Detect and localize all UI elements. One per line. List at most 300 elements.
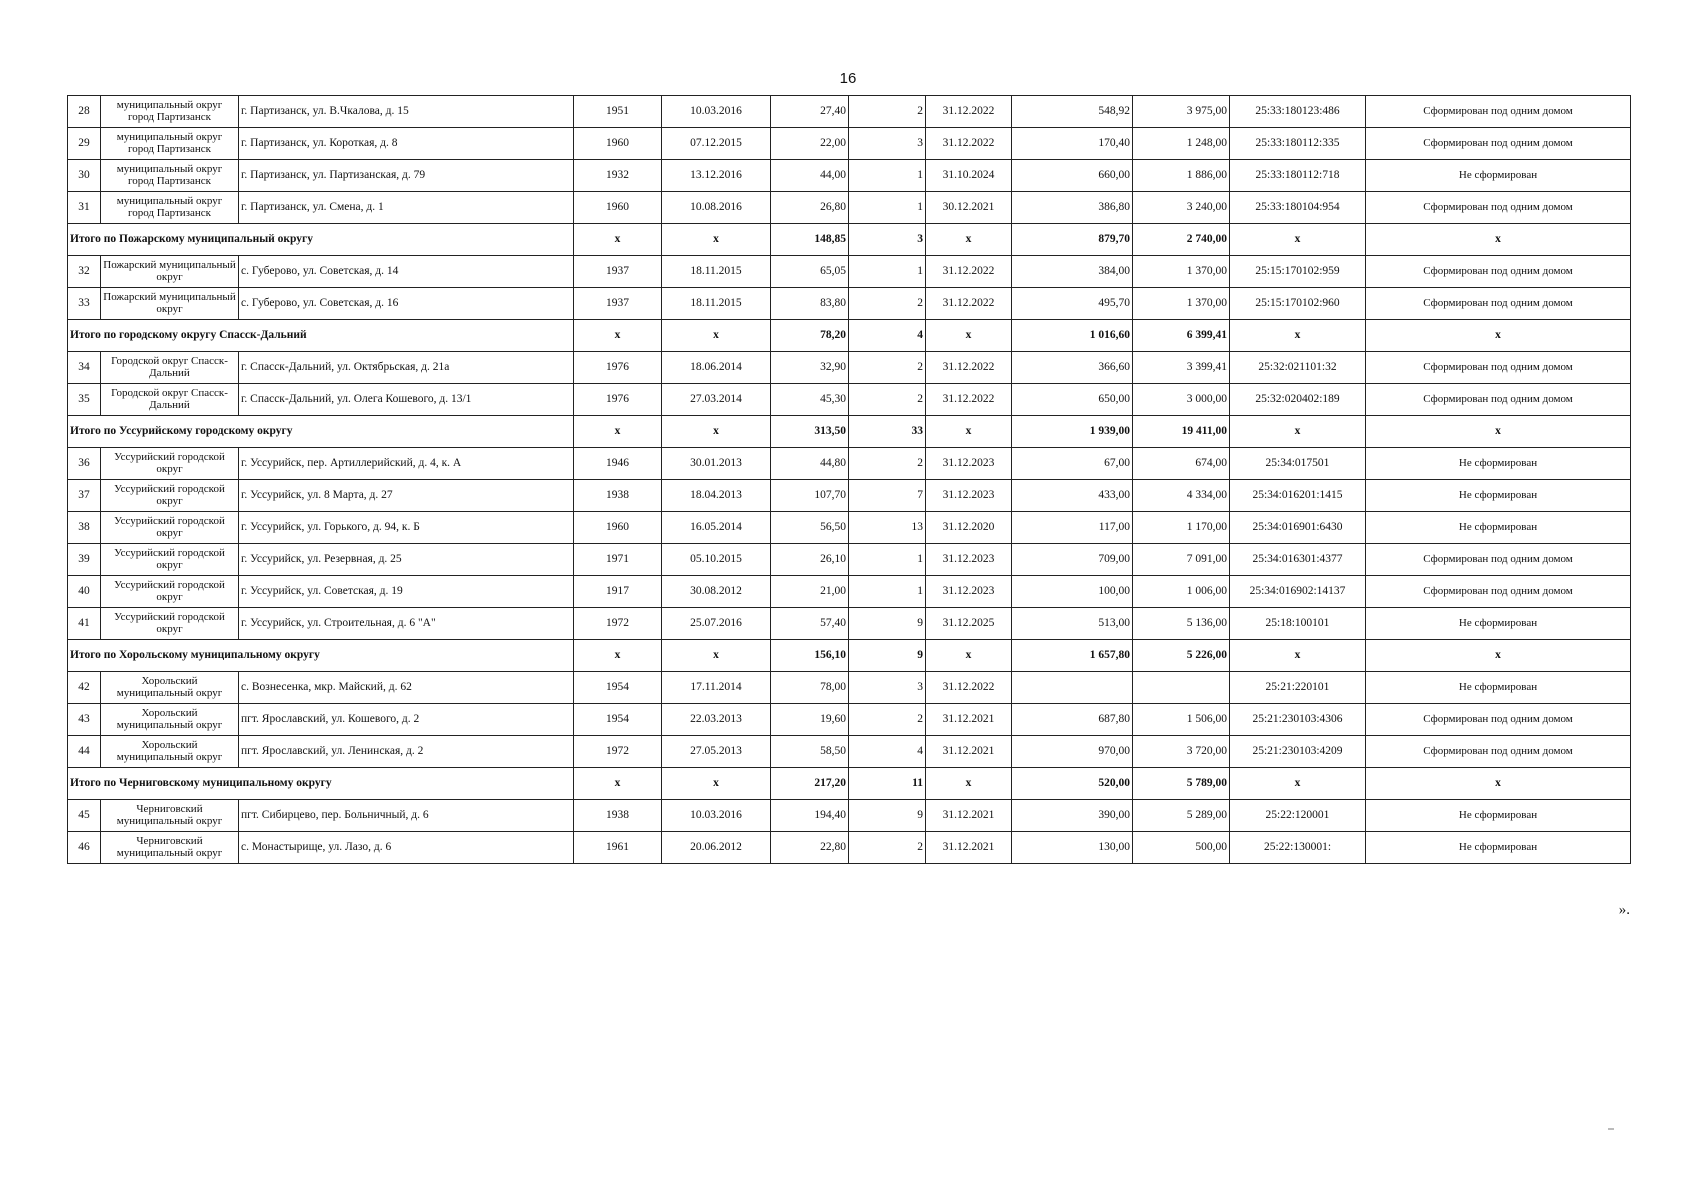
- table-row: [68, 352, 1631, 384]
- cadastral-number-cell: 25:34:017501: [1230, 448, 1366, 480]
- address-cell: г. Партизанск, ул. В.Чкалова, д. 15: [239, 96, 574, 128]
- scan-speck: [1608, 1128, 1614, 1130]
- resettlement-deadline-cell: x: [926, 768, 1012, 800]
- residents-count-cell: 33: [849, 416, 926, 448]
- recognition-date-cell: 18.11.2015: [662, 288, 771, 320]
- resettlement-deadline-cell: 30.12.2021: [926, 192, 1012, 224]
- residents-count-cell: 13: [849, 512, 926, 544]
- land-plot-status-cell: Не сформирован: [1366, 512, 1631, 544]
- land-plot-status-cell: Не сформирован: [1366, 160, 1631, 192]
- amount-cell: 1 657,80: [1012, 640, 1133, 672]
- recognition-date-cell: 07.12.2015: [662, 128, 771, 160]
- row-number: 45: [68, 800, 101, 832]
- land-plot-status-cell: Сформирован под одним домом: [1366, 256, 1631, 288]
- recognition-date-cell: 17.11.2014: [662, 672, 771, 704]
- municipality-cell: Уссурийский городской округ: [101, 448, 239, 480]
- resettlement-deadline-cell: 31.12.2021: [926, 832, 1012, 864]
- construction-year-cell: 1932: [574, 160, 662, 192]
- address-cell: пгт. Сибирцево, пер. Больничный, д. 6: [239, 800, 574, 832]
- area-cell: 32,90: [771, 352, 849, 384]
- residents-count-cell: 9: [849, 640, 926, 672]
- cadastral-number-cell: x: [1230, 224, 1366, 256]
- municipality-cell: Уссурийский городской округ: [101, 480, 239, 512]
- land-plot-status-cell: x: [1366, 224, 1631, 256]
- table-row: [68, 544, 1631, 576]
- land-plot-status-cell: Сформирован под одним домом: [1366, 96, 1631, 128]
- area-cell: 45,30: [771, 384, 849, 416]
- total-amount-cell: 3 399,41: [1133, 352, 1230, 384]
- amount-cell: 1 016,60: [1012, 320, 1133, 352]
- row-number: 44: [68, 736, 101, 768]
- subtotal-label: Итого по Пожарскому муниципальный округу: [68, 224, 574, 256]
- municipality-cell: Пожарский муниципальный округ: [101, 256, 239, 288]
- recognition-date-cell: x: [662, 768, 771, 800]
- recognition-date-cell: 25.07.2016: [662, 608, 771, 640]
- construction-year-cell: 1972: [574, 736, 662, 768]
- recognition-date-cell: 05.10.2015: [662, 544, 771, 576]
- cadastral-number-cell: 25:32:021101:32: [1230, 352, 1366, 384]
- land-plot-status-cell: Сформирован под одним домом: [1366, 544, 1631, 576]
- cadastral-number-cell: 25:32:020402:189: [1230, 384, 1366, 416]
- amount-cell: 495,70: [1012, 288, 1133, 320]
- municipality-cell: Хорольский муниципальный округ: [101, 704, 239, 736]
- resettlement-deadline-cell: 31.12.2022: [926, 672, 1012, 704]
- cadastral-number-cell: 25:34:016201:1415: [1230, 480, 1366, 512]
- amount-cell: 386,80: [1012, 192, 1133, 224]
- recognition-date-cell: 18.11.2015: [662, 256, 771, 288]
- row-number: 29: [68, 128, 101, 160]
- address-cell: г. Партизанск, ул. Короткая, д. 8: [239, 128, 574, 160]
- row-number: 42: [68, 672, 101, 704]
- cadastral-number-cell: 25:15:170102:959: [1230, 256, 1366, 288]
- row-number: 35: [68, 384, 101, 416]
- area-cell: 313,50: [771, 416, 849, 448]
- municipality-cell: муниципальный округ город Партизанск: [101, 160, 239, 192]
- address-cell: г. Уссурийск, ул. Советская, д. 19: [239, 576, 574, 608]
- area-cell: 65,05: [771, 256, 849, 288]
- amount-cell: 879,70: [1012, 224, 1133, 256]
- construction-year-cell: 1938: [574, 800, 662, 832]
- land-plot-status-cell: Сформирован под одним домом: [1366, 128, 1631, 160]
- amount-cell: 650,00: [1012, 384, 1133, 416]
- construction-year-cell: 1960: [574, 512, 662, 544]
- subtotal-row: [68, 224, 1631, 256]
- address-cell: г. Партизанск, ул. Партизанская, д. 79: [239, 160, 574, 192]
- area-cell: 26,10: [771, 544, 849, 576]
- municipality-cell: Черниговский муниципальный округ: [101, 800, 239, 832]
- area-cell: 107,70: [771, 480, 849, 512]
- area-cell: 19,60: [771, 704, 849, 736]
- area-cell: 22,00: [771, 128, 849, 160]
- area-cell: 78,00: [771, 672, 849, 704]
- residents-count-cell: 1: [849, 256, 926, 288]
- cadastral-number-cell: 25:34:016301:4377: [1230, 544, 1366, 576]
- amount-cell: 687,80: [1012, 704, 1133, 736]
- table-row: [68, 480, 1631, 512]
- cadastral-number-cell: x: [1230, 416, 1366, 448]
- cadastral-number-cell: x: [1230, 640, 1366, 672]
- area-cell: 56,50: [771, 512, 849, 544]
- amount-cell: 390,00: [1012, 800, 1133, 832]
- table-row: [68, 800, 1631, 832]
- resettlement-deadline-cell: 31.12.2020: [926, 512, 1012, 544]
- recognition-date-cell: 22.03.2013: [662, 704, 771, 736]
- address-cell: г. Уссурийск, ул. Резервная, д. 25: [239, 544, 574, 576]
- amount-cell: 384,00: [1012, 256, 1133, 288]
- address-cell: пгт. Ярославский, ул. Ленинская, д. 2: [239, 736, 574, 768]
- construction-year-cell: x: [574, 640, 662, 672]
- resettlement-deadline-cell: 31.12.2023: [926, 576, 1012, 608]
- amount-cell: 100,00: [1012, 576, 1133, 608]
- construction-year-cell: 1951: [574, 96, 662, 128]
- resettlement-deadline-cell: x: [926, 416, 1012, 448]
- total-amount-cell: 3 240,00: [1133, 192, 1230, 224]
- residents-count-cell: 3: [849, 224, 926, 256]
- resettlement-deadline-cell: x: [926, 320, 1012, 352]
- amount-cell: [1012, 672, 1133, 704]
- recognition-date-cell: 16.05.2014: [662, 512, 771, 544]
- recognition-date-cell: 18.04.2013: [662, 480, 771, 512]
- construction-year-cell: 1960: [574, 192, 662, 224]
- cadastral-number-cell: 25:21:220101: [1230, 672, 1366, 704]
- cadastral-number-cell: 25:34:016902:14137: [1230, 576, 1366, 608]
- table-row: [68, 448, 1631, 480]
- area-cell: 26,80: [771, 192, 849, 224]
- residents-count-cell: 9: [849, 608, 926, 640]
- cadastral-number-cell: 25:22:120001: [1230, 800, 1366, 832]
- construction-year-cell: 1938: [574, 480, 662, 512]
- total-amount-cell: 1 370,00: [1133, 256, 1230, 288]
- row-number: 33: [68, 288, 101, 320]
- page-number: 16: [839, 70, 857, 87]
- municipality-cell: Пожарский муниципальный округ: [101, 288, 239, 320]
- construction-year-cell: 1961: [574, 832, 662, 864]
- land-plot-status-cell: Не сформирован: [1366, 800, 1631, 832]
- resettlement-deadline-cell: 31.12.2021: [926, 800, 1012, 832]
- table-row: [68, 704, 1631, 736]
- total-amount-cell: 1 248,00: [1133, 128, 1230, 160]
- total-amount-cell: 3 000,00: [1133, 384, 1230, 416]
- land-plot-status-cell: Не сформирован: [1366, 448, 1631, 480]
- table-row: [68, 160, 1631, 192]
- subtotal-label: Итого по Хорольскому муниципальному округу: [68, 640, 574, 672]
- land-plot-status-cell: Не сформирован: [1366, 672, 1631, 704]
- resettlement-deadline-cell: 31.12.2022: [926, 128, 1012, 160]
- resettlement-deadline-cell: x: [926, 224, 1012, 256]
- construction-year-cell: 1917: [574, 576, 662, 608]
- residents-count-cell: 2: [849, 288, 926, 320]
- address-cell: пгт. Ярославский, ул. Кошевого, д. 2: [239, 704, 574, 736]
- construction-year-cell: x: [574, 224, 662, 256]
- address-cell: с. Вознесенка, мкр. Майский, д. 62: [239, 672, 574, 704]
- area-cell: 22,80: [771, 832, 849, 864]
- area-cell: 217,20: [771, 768, 849, 800]
- residents-count-cell: 3: [849, 128, 926, 160]
- municipality-cell: Черниговский муниципальный округ: [101, 832, 239, 864]
- address-cell: г. Спасск-Дальний, ул. Октябрьская, д. 21а: [239, 352, 574, 384]
- amount-cell: 1 939,00: [1012, 416, 1133, 448]
- recognition-date-cell: x: [662, 640, 771, 672]
- residents-count-cell: 1: [849, 160, 926, 192]
- total-amount-cell: 1 006,00: [1133, 576, 1230, 608]
- subtotal-row: [68, 320, 1631, 352]
- cadastral-number-cell: 25:33:180112:718: [1230, 160, 1366, 192]
- construction-year-cell: 1954: [574, 672, 662, 704]
- total-amount-cell: 7 091,00: [1133, 544, 1230, 576]
- cadastral-number-cell: 25:18:100101: [1230, 608, 1366, 640]
- total-amount-cell: 500,00: [1133, 832, 1230, 864]
- row-number: 38: [68, 512, 101, 544]
- row-number: 40: [68, 576, 101, 608]
- total-amount-cell: 5 136,00: [1133, 608, 1230, 640]
- subtotal-row: [68, 768, 1631, 800]
- land-plot-status-cell: Сформирован под одним домом: [1366, 736, 1631, 768]
- land-plot-status-cell: x: [1366, 320, 1631, 352]
- address-cell: г. Спасск-Дальний, ул. Олега Кошевого, д. 13/1: [239, 384, 574, 416]
- construction-year-cell: 1937: [574, 256, 662, 288]
- recognition-date-cell: 27.03.2014: [662, 384, 771, 416]
- amount-cell: 520,00: [1012, 768, 1133, 800]
- construction-year-cell: x: [574, 768, 662, 800]
- table-row: [68, 256, 1631, 288]
- residents-count-cell: 9: [849, 800, 926, 832]
- amount-cell: 366,60: [1012, 352, 1133, 384]
- recognition-date-cell: 30.08.2012: [662, 576, 771, 608]
- construction-year-cell: 1937: [574, 288, 662, 320]
- row-number: 28: [68, 96, 101, 128]
- address-cell: с. Губерово, ул. Советская, д. 16: [239, 288, 574, 320]
- area-cell: 57,40: [771, 608, 849, 640]
- land-plot-status-cell: Не сформирован: [1366, 608, 1631, 640]
- area-cell: 21,00: [771, 576, 849, 608]
- amount-cell: 970,00: [1012, 736, 1133, 768]
- table-row: [68, 512, 1631, 544]
- resettlement-deadline-cell: 31.12.2022: [926, 256, 1012, 288]
- total-amount-cell: 674,00: [1133, 448, 1230, 480]
- address-cell: г. Уссурийск, ул. 8 Марта, д. 27: [239, 480, 574, 512]
- area-cell: 44,00: [771, 160, 849, 192]
- land-plot-status-cell: Сформирован под одним домом: [1366, 576, 1631, 608]
- cadastral-number-cell: 25:22:130001:: [1230, 832, 1366, 864]
- housing-registry-table: [67, 95, 1631, 864]
- land-plot-status-cell: Сформирован под одним домом: [1366, 384, 1631, 416]
- total-amount-cell: 3 720,00: [1133, 736, 1230, 768]
- land-plot-status-cell: Сформирован под одним домом: [1366, 704, 1631, 736]
- land-plot-status-cell: Не сформирован: [1366, 832, 1631, 864]
- amount-cell: 130,00: [1012, 832, 1133, 864]
- construction-year-cell: 1946: [574, 448, 662, 480]
- municipality-cell: Уссурийский городской округ: [101, 544, 239, 576]
- resettlement-deadline-cell: 31.12.2025: [926, 608, 1012, 640]
- residents-count-cell: 2: [849, 448, 926, 480]
- municipality-cell: Уссурийский городской округ: [101, 576, 239, 608]
- total-amount-cell: 5 789,00: [1133, 768, 1230, 800]
- recognition-date-cell: 27.05.2013: [662, 736, 771, 768]
- construction-year-cell: x: [574, 320, 662, 352]
- construction-year-cell: 1971: [574, 544, 662, 576]
- cadastral-number-cell: 25:21:230103:4306: [1230, 704, 1366, 736]
- cadastral-number-cell: 25:33:180104:954: [1230, 192, 1366, 224]
- area-cell: 27,40: [771, 96, 849, 128]
- area-cell: 148,85: [771, 224, 849, 256]
- area-cell: 194,40: [771, 800, 849, 832]
- residents-count-cell: 2: [849, 704, 926, 736]
- table-row: [68, 608, 1631, 640]
- residents-count-cell: 2: [849, 352, 926, 384]
- row-number: 41: [68, 608, 101, 640]
- recognition-date-cell: 18.06.2014: [662, 352, 771, 384]
- recognition-date-cell: x: [662, 224, 771, 256]
- row-number: 30: [68, 160, 101, 192]
- address-cell: с. Монастырище, ул. Лазо, д. 6: [239, 832, 574, 864]
- municipality-cell: Городской округ Спасск-Дальний: [101, 352, 239, 384]
- construction-year-cell: 1960: [574, 128, 662, 160]
- cadastral-number-cell: 25:15:170102:960: [1230, 288, 1366, 320]
- table-row: [68, 192, 1631, 224]
- land-plot-status-cell: Не сформирован: [1366, 480, 1631, 512]
- resettlement-deadline-cell: 31.12.2022: [926, 352, 1012, 384]
- total-amount-cell: 4 334,00: [1133, 480, 1230, 512]
- subtotal-row: [68, 416, 1631, 448]
- row-number: 46: [68, 832, 101, 864]
- subtotal-label: Итого по Уссурийскому городскому округу: [68, 416, 574, 448]
- area-cell: 83,80: [771, 288, 849, 320]
- amount-cell: 660,00: [1012, 160, 1133, 192]
- total-amount-cell: 5 289,00: [1133, 800, 1230, 832]
- total-amount-cell: 1 370,00: [1133, 288, 1230, 320]
- land-plot-status-cell: x: [1366, 768, 1631, 800]
- amount-cell: 548,92: [1012, 96, 1133, 128]
- row-number: 43: [68, 704, 101, 736]
- municipality-cell: Уссурийский городской округ: [101, 512, 239, 544]
- residents-count-cell: 4: [849, 320, 926, 352]
- row-number: 34: [68, 352, 101, 384]
- resettlement-deadline-cell: x: [926, 640, 1012, 672]
- total-amount-cell: 1 886,00: [1133, 160, 1230, 192]
- residents-count-cell: 7: [849, 480, 926, 512]
- closing-quote: ».: [1618, 902, 1630, 918]
- land-plot-status-cell: x: [1366, 416, 1631, 448]
- resettlement-deadline-cell: 31.12.2022: [926, 288, 1012, 320]
- amount-cell: 709,00: [1012, 544, 1133, 576]
- resettlement-deadline-cell: 31.12.2023: [926, 480, 1012, 512]
- amount-cell: 170,40: [1012, 128, 1133, 160]
- recognition-date-cell: x: [662, 416, 771, 448]
- construction-year-cell: x: [574, 416, 662, 448]
- land-plot-status-cell: Сформирован под одним домом: [1366, 352, 1631, 384]
- total-amount-cell: 19 411,00: [1133, 416, 1230, 448]
- recognition-date-cell: 13.12.2016: [662, 160, 771, 192]
- construction-year-cell: 1954: [574, 704, 662, 736]
- table-row: [68, 96, 1631, 128]
- address-cell: г. Уссурийск, ул. Строительная, д. 6 "А": [239, 608, 574, 640]
- resettlement-deadline-cell: 31.12.2023: [926, 544, 1012, 576]
- row-number: 37: [68, 480, 101, 512]
- municipality-cell: муниципальный округ город Партизанск: [101, 96, 239, 128]
- address-cell: г. Уссурийск, пер. Артиллерийский, д. 4, к. А: [239, 448, 574, 480]
- municipality-cell: муниципальный округ город Партизанск: [101, 192, 239, 224]
- recognition-date-cell: 20.06.2012: [662, 832, 771, 864]
- land-plot-status-cell: x: [1366, 640, 1631, 672]
- construction-year-cell: 1976: [574, 352, 662, 384]
- area-cell: 156,10: [771, 640, 849, 672]
- municipality-cell: Хорольский муниципальный округ: [101, 672, 239, 704]
- amount-cell: 513,00: [1012, 608, 1133, 640]
- table-row: [68, 384, 1631, 416]
- resettlement-deadline-cell: 31.12.2021: [926, 736, 1012, 768]
- municipality-cell: муниципальный округ город Партизанск: [101, 128, 239, 160]
- amount-cell: 117,00: [1012, 512, 1133, 544]
- table-row: [68, 576, 1631, 608]
- cadastral-number-cell: 25:33:180112:335: [1230, 128, 1366, 160]
- total-amount-cell: 1 506,00: [1133, 704, 1230, 736]
- residents-count-cell: 1: [849, 576, 926, 608]
- construction-year-cell: 1976: [574, 384, 662, 416]
- construction-year-cell: 1972: [574, 608, 662, 640]
- total-amount-cell: [1133, 672, 1230, 704]
- subtotal-label: Итого по Черниговскому муниципальному округу: [68, 768, 574, 800]
- resettlement-deadline-cell: 31.10.2024: [926, 160, 1012, 192]
- row-number: 31: [68, 192, 101, 224]
- cadastral-number-cell: 25:34:016901:6430: [1230, 512, 1366, 544]
- resettlement-deadline-cell: 31.12.2021: [926, 704, 1012, 736]
- municipality-cell: Городской округ Спасск-Дальний: [101, 384, 239, 416]
- residents-count-cell: 2: [849, 96, 926, 128]
- municipality-cell: Уссурийский городской округ: [101, 608, 239, 640]
- residents-count-cell: 1: [849, 544, 926, 576]
- amount-cell: 67,00: [1012, 448, 1133, 480]
- area-cell: 44,80: [771, 448, 849, 480]
- resettlement-deadline-cell: 31.12.2022: [926, 96, 1012, 128]
- row-number: 32: [68, 256, 101, 288]
- recognition-date-cell: x: [662, 320, 771, 352]
- residents-count-cell: 4: [849, 736, 926, 768]
- recognition-date-cell: 10.03.2016: [662, 800, 771, 832]
- subtotal-label: Итого по городскому округу Спасск-Дальний: [68, 320, 574, 352]
- table-row: [68, 288, 1631, 320]
- cadastral-number-cell: x: [1230, 768, 1366, 800]
- area-cell: 78,20: [771, 320, 849, 352]
- cadastral-number-cell: 25:33:180123:486: [1230, 96, 1366, 128]
- residents-count-cell: 1: [849, 192, 926, 224]
- table-row: [68, 128, 1631, 160]
- recognition-date-cell: 10.03.2016: [662, 96, 771, 128]
- area-cell: 58,50: [771, 736, 849, 768]
- recognition-date-cell: 10.08.2016: [662, 192, 771, 224]
- resettlement-deadline-cell: 31.12.2022: [926, 384, 1012, 416]
- amount-cell: 433,00: [1012, 480, 1133, 512]
- resettlement-deadline-cell: 31.12.2023: [926, 448, 1012, 480]
- cadastral-number-cell: x: [1230, 320, 1366, 352]
- address-cell: г. Партизанск, ул. Смена, д. 1: [239, 192, 574, 224]
- land-plot-status-cell: Сформирован под одним домом: [1366, 192, 1631, 224]
- table-row: [68, 672, 1631, 704]
- address-cell: г. Уссурийск, ул. Горького, д. 94, к. Б: [239, 512, 574, 544]
- row-number: 36: [68, 448, 101, 480]
- residents-count-cell: 2: [849, 832, 926, 864]
- residents-count-cell: 2: [849, 384, 926, 416]
- registry-body: [68, 96, 1631, 864]
- total-amount-cell: 2 740,00: [1133, 224, 1230, 256]
- residents-count-cell: 11: [849, 768, 926, 800]
- table-row: [68, 736, 1631, 768]
- table-row: [68, 832, 1631, 864]
- total-amount-cell: 3 975,00: [1133, 96, 1230, 128]
- total-amount-cell: 1 170,00: [1133, 512, 1230, 544]
- recognition-date-cell: 30.01.2013: [662, 448, 771, 480]
- residents-count-cell: 3: [849, 672, 926, 704]
- row-number: 39: [68, 544, 101, 576]
